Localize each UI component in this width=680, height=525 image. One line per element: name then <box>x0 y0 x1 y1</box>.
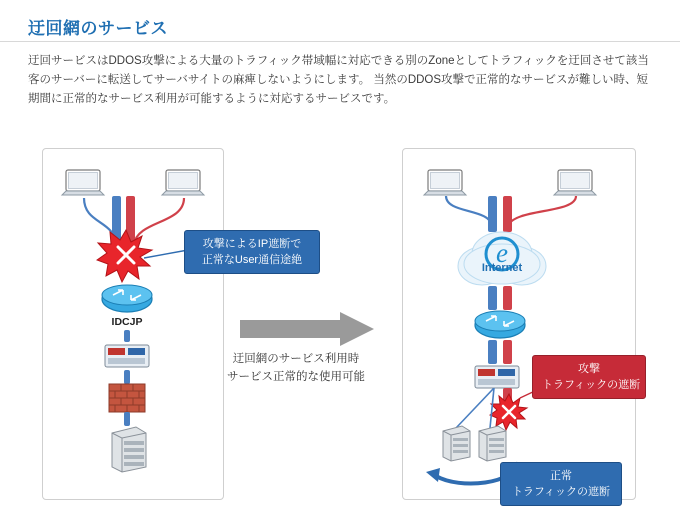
transition-arrow <box>240 312 376 348</box>
callout-attack-line2: 正常なUser通信途絶 <box>201 254 303 266</box>
callout-attack-traffic-line2: トラフィックの遮断 <box>542 379 641 391</box>
server-icon <box>106 425 148 473</box>
callout-normal-traffic-line1: 正常 <box>550 470 572 482</box>
internet-cloud-icon <box>452 224 552 294</box>
blue-traffic-pipe <box>488 286 497 310</box>
red-traffic-pipe <box>503 286 512 310</box>
callout-attack-line1: 攻撃によるIP遮断で <box>202 238 302 250</box>
callout-normal-traffic-line2: トラフィックの遮断 <box>511 486 611 498</box>
page-title: 迂回網のサービス <box>28 19 168 38</box>
callout-attack-block <box>184 230 320 274</box>
intro-paragraph: 迂回サービスはDDOS攻撃による大量のトラフィック帯域幅に対応できる別のZoneとしてトラフィックを迂回させて該当客のサーバーに転送してサーバサイトの麻痺しないようにします。 当然のDDOS攻撃で正常的なサービスが難しい時、短期間に正常的なサービス利用が可能するように対応するサービスです。 <box>28 55 649 105</box>
title-divider <box>0 41 680 42</box>
callout-attack-traffic-line1: 攻撃 <box>578 363 600 375</box>
transition-caption-line1: 迂回網のサービス利用時 <box>232 353 360 365</box>
router-label: IDCJP <box>111 316 143 328</box>
router-icon <box>473 308 527 342</box>
blue-traffic-pipe <box>488 340 497 364</box>
router-icon <box>100 282 154 316</box>
switch-firewall-link <box>124 370 130 384</box>
firewall-icon <box>108 383 146 413</box>
svg-text:e: e <box>496 238 508 268</box>
firewall-server-link <box>124 412 130 426</box>
callout-attack-traffic-block <box>532 355 646 399</box>
switch-icon <box>104 341 150 371</box>
transition-caption <box>196 350 396 386</box>
callout-normal-traffic <box>500 462 622 506</box>
transition-caption-line2: サービス正常的な使用可能 <box>227 371 365 383</box>
red-traffic-pipe <box>503 340 512 364</box>
internet-cloud-label: Internet <box>481 262 523 274</box>
